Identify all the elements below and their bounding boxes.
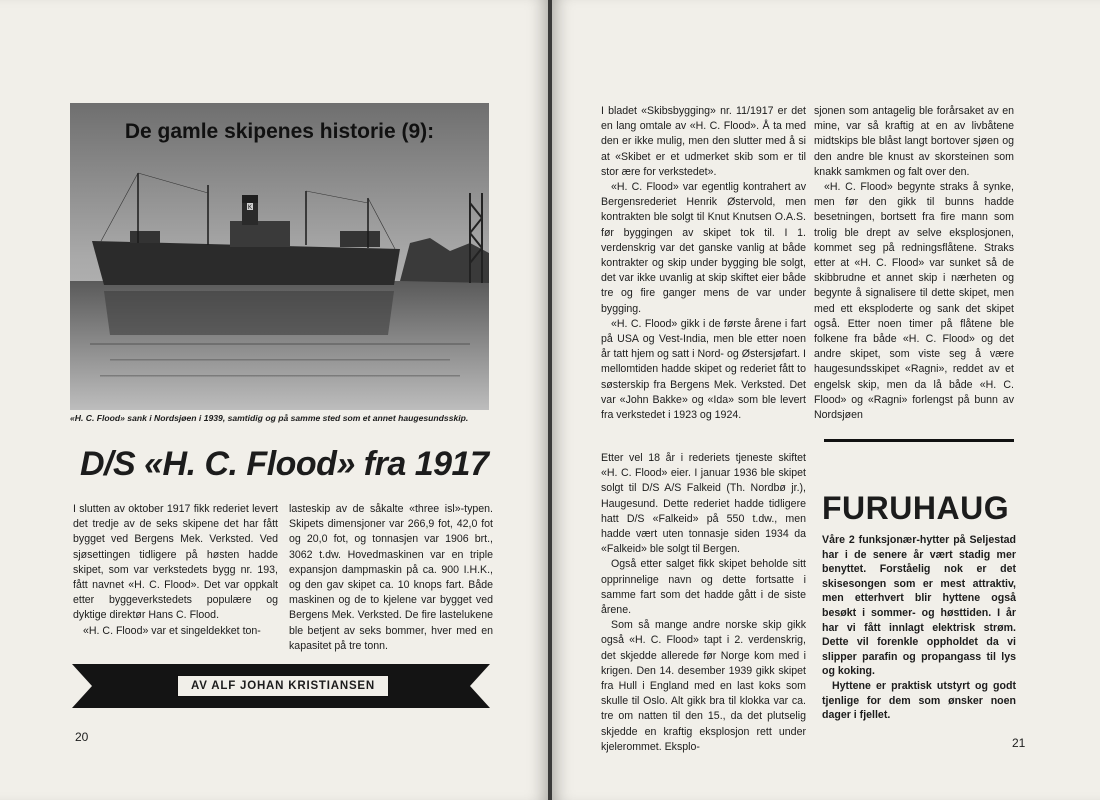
paragraph: I bladet «Skibsbygging» nr. 11/1917 er det en lang omtale av «H. C. Flood». Å ta med den er ikke mulig, men den slutter med å si at «Skibet er et udmerket skib som er til stor ære for verkstedet».: [601, 105, 806, 178]
page-number: 21: [1012, 736, 1026, 750]
byline: AV ALF JOHAN KRISTIANSEN: [177, 675, 389, 697]
byline-banner: [72, 664, 490, 708]
paragraph: «H. C. Flood» gikk i de første årene i fart på USA og Vest-India, men ble etter noen år tatt hjem og satt i Nord- og Østersjøfart. I mellomtiden hadde skipet og rederiet fått to søsterskip fra Bergens Mek. Verksted. Det var «John Bakke» og «Ida» som ble levert fra verkstedet i 1923 og 1924.: [601, 317, 806, 422]
ship-illustration: [70, 103, 489, 410]
left-column-2: [289, 502, 493, 654]
paragraph: Hyttene er praktisk utstyrt og godt tjenlige for dem som ønsker noen dager i fjellet.: [822, 679, 1016, 722]
left-column-1: [73, 502, 278, 639]
left-page: [0, 0, 548, 800]
furuhaug-text: [822, 533, 1016, 723]
paragraph: «H. C. Flood» var et singeldekket ton-: [83, 624, 261, 637]
paragraph: I slutten av oktober 1917 fikk rederiet levert det tredje av de seks skipene det har fått bygget ved Bergens Mek. Verksted. Ved sjøsettingen tidligere på høsten hadde skipet, som var verkstedets bygg nr. 193, fått navnet «H. C. Flood». Det var oppkalt etter byggeverkstedets populære og dyktige direktør Hans C. Flood.: [73, 503, 278, 622]
funnel-marking: K: [247, 205, 253, 211]
furuhaug-title: FURUHAUG: [822, 490, 1010, 526]
article-title: D/S «H. C. Flood» fra 1917: [80, 445, 489, 483]
right-column-1-continued: [601, 451, 806, 755]
paragraph: «H. C. Flood» begynte straks å synke, men før den gikk til bunns hadde besetningen, bortsett fra fire mann som trolig ble drept av selve eksplosjonen, kommet seg på redningsflåtene. Straks etter at «H. C. Flood» var sunket så de skibbrudne et annet skip i nærheten og begynte å signalisere til dette skipet, men med ett eksploderte og sank det skipet også. Etter noen timer på flåtene ble folkene fra både «H. C. Flood» og det andre skipet, som viste seg å være haugesundsskipet «Ragni», reddet av et engelsk skip, men da lå både «H. C. Flood» og «Ragni» forlengst på bunn av Nordsjøen: [814, 181, 1014, 422]
paragraph: Våre 2 funksjonær-hytter på Seljestad har i de senere år vært stadig mer benyttet. Forståelig nok er det skisesongen som er mest attraktiv, men etterhvert blir hyttene også besøkt i sommer- og høsttiden. I år har vi fått innlagt elektrisk strøm. Dette vil forenkle oppholdet da vi slipper parafin og propangass til lys og koking.: [822, 534, 1016, 678]
right-page: [552, 0, 1100, 800]
ship-photo: [70, 103, 489, 410]
paragraph: Etter vel 18 år i rederiets tjeneste skiftet «H. C. Flood» eier. I januar 1936 ble skipet solgt til D/S A/S Falkeid (Th. Nordbø jr.), Haugesund. Dette rederiet hadde tidligere hatt D/S «Falkeid» på 550 t.dw., men hadde vært uten tonnasje siden 1934 da «Falkeid» ble solgt til Bergen.: [601, 452, 806, 556]
paragraph: «H. C. Flood» var egentlig kontrahert av Bergensrederiet Henrik Østervold, men kontrakten ble solgt til Knut Knutsen O.A.S. før byggingen av skipet tok til. I 1. verdenskrig var det ganske vanlig at både kontrakter og skip under bygging ble solgt, det var ikke uvanlig at skip skiftet eier både tre og fire ganger mens de var under bygging.: [601, 181, 806, 315]
paragraph: Også etter salget fikk skipet beholde sitt opprinnelige navn og dette fortsatte i samme fart som det hadde gått i de siste årene.: [601, 558, 806, 617]
page-number: 20: [75, 730, 89, 744]
right-column-2: [814, 104, 1014, 423]
paragraph: sjonen som antagelig ble forårsaket av en mine, var så kraftig at en av livbåtene midtskips ble blåst langt bortover sjøen og den andre ble knust av skorsteinen som knakk samkmen og falt over den.: [814, 105, 1014, 178]
section-divider: [824, 439, 1014, 442]
paragraph: lasteskip av de såkalte «three isl»-typen. Skipets dimensjoner var 266,9 fot, 42,0 fot og 20,0 fot, og tonnasjen var 1906 brt., 3062 t.dw. Hovedmaskinen var en triple expansjon dampmaskin på ca. 900 I.H.K., og den gav skipet ca. 10 knops fart. Både maskinen og de to kjelene var bygget ved Bergens Mek. Verksted. De fire lastelukene ble betjent av seks bommer, hver med en kapasitet på tre tonn.: [289, 503, 493, 652]
paragraph: Som så mange andre norske skip gikk også «H. C. Flood» tapt i 2. verdenskrig, det skjedde allerede før Norge kom med i krigen. Den 14. desember 1939 gikk skipet fra Hull i England med en last koks som skulle til Oslo. Alt gikk bra til klokka var ca. tre om natten til den 15., da det plutselig skjedde en kraftig eksplosjon rett under kjelerommet. Eksplo-: [601, 619, 806, 753]
right-column-1: [601, 104, 806, 423]
page-headline: De gamle skipenes historie (9):: [124, 120, 435, 143]
photo-caption: «H. C. Flood» sank i Nordsjøen i 1939, samtidig og på samme sted som et annet haugesundsskip.: [70, 413, 469, 423]
